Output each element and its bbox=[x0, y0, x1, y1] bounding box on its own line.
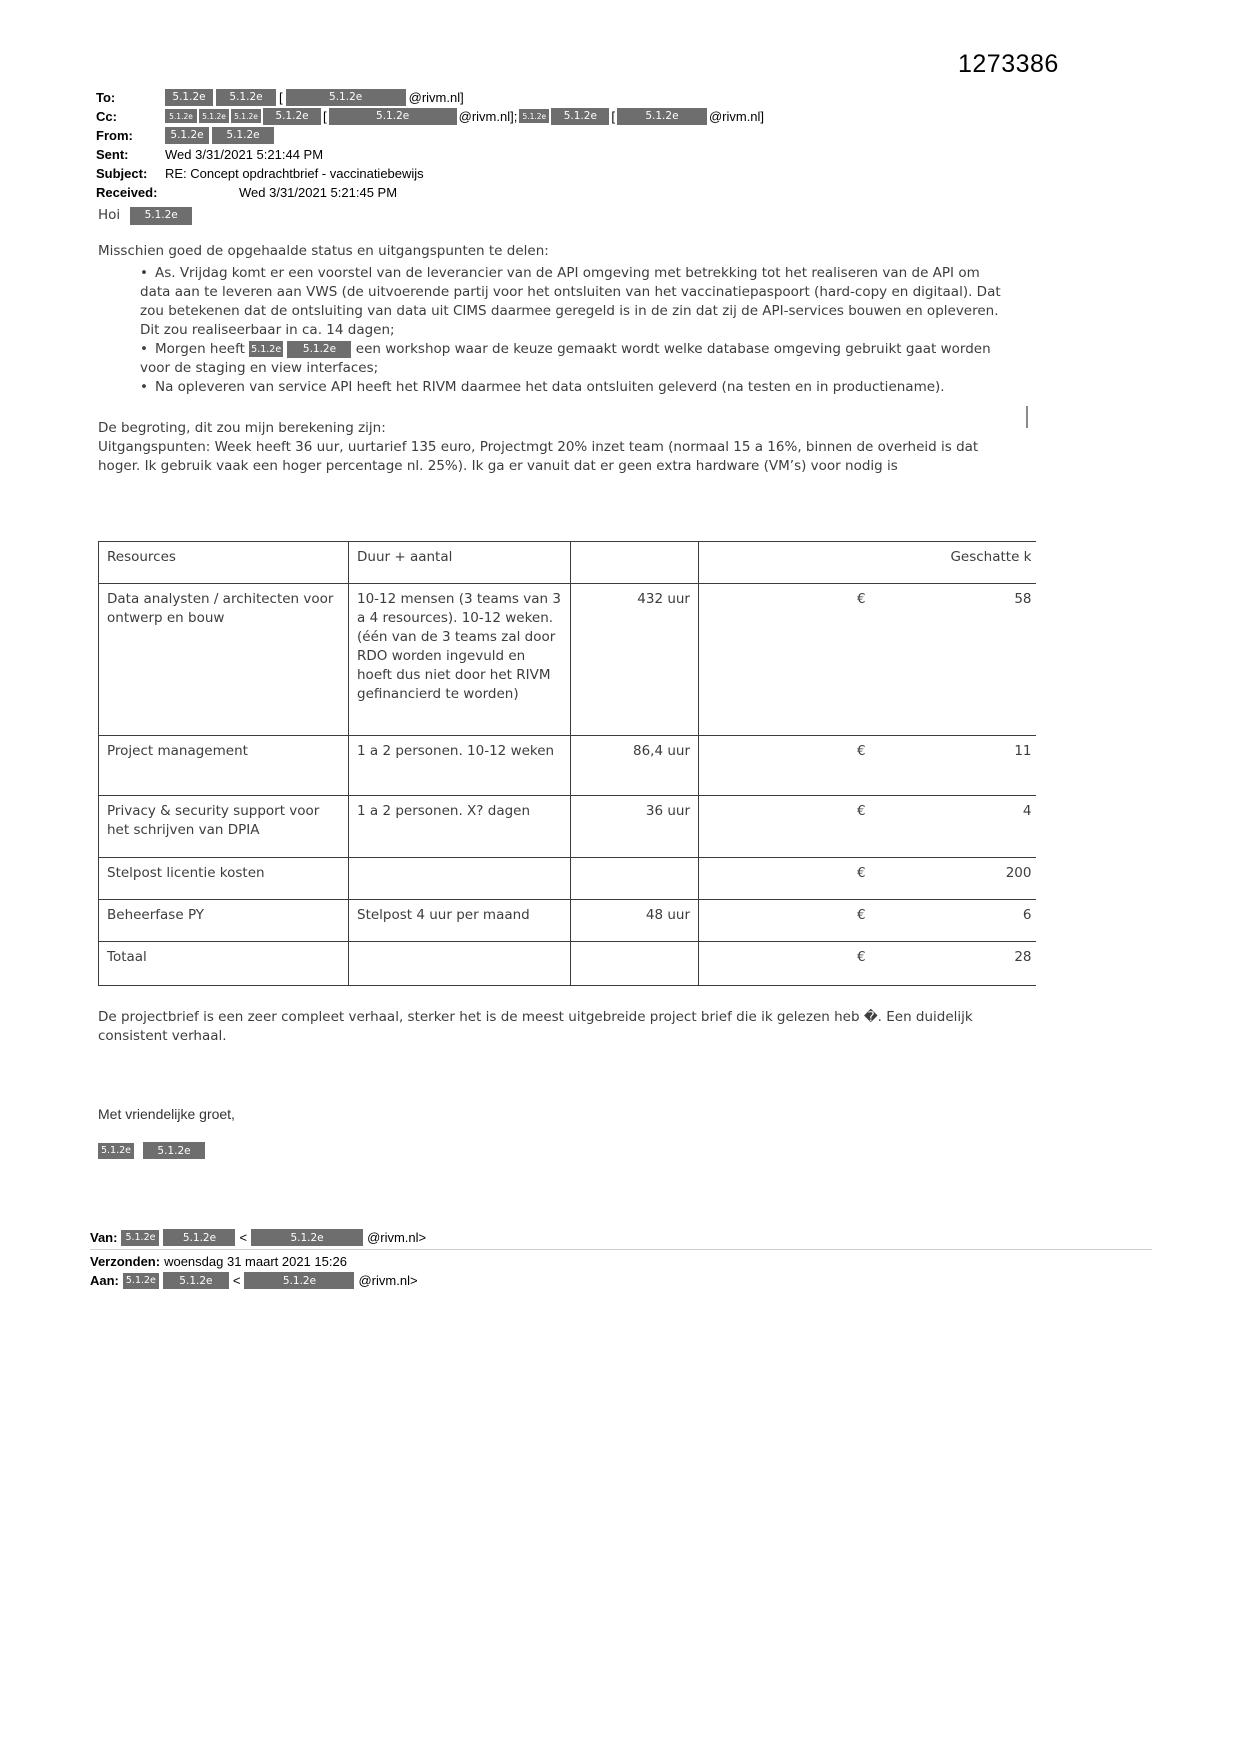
header-row-from bbox=[96, 126, 764, 144]
kosten-amount: 6 bbox=[1022, 907, 1032, 923]
redaction-box: 5.1.2e bbox=[165, 89, 213, 106]
cell-resource: Data analysten / architecten voor ontwerp en bouw bbox=[99, 584, 349, 736]
header-row-to bbox=[96, 88, 764, 106]
euro-sign: € bbox=[857, 803, 866, 819]
bracket-open: [ bbox=[611, 108, 615, 124]
cell-kosten bbox=[699, 796, 1036, 858]
table-row bbox=[99, 900, 1036, 942]
bullet2-post: een workshop waar de keuze gemaakt wordt welke database omgeving gebruikt gaat worden voor de staging en view interfaces; bbox=[140, 341, 991, 376]
redaction-box: 5.1.2e bbox=[519, 109, 549, 123]
redaction-box: 5.1.2e bbox=[130, 207, 192, 225]
cost-table bbox=[98, 541, 1036, 986]
redaction-box: 5.1.2e bbox=[165, 127, 209, 144]
cell-uren: 86,4 uur bbox=[571, 736, 699, 796]
kosten-amount: 58 bbox=[1014, 591, 1032, 607]
bracket-open: [ bbox=[323, 108, 327, 124]
kosten-amount: 200 bbox=[1005, 865, 1032, 881]
cell-resource: Beheerfase PY bbox=[99, 900, 349, 942]
redaction-box: 5.1.2e bbox=[165, 109, 197, 123]
cell-kosten bbox=[699, 858, 1036, 900]
document-number: 1273386 bbox=[958, 50, 1059, 78]
sent-label: Sent: bbox=[96, 146, 129, 162]
redaction-box: 5.1.2e bbox=[617, 108, 707, 125]
cell-duur bbox=[349, 942, 571, 986]
redaction-box: 5.1.2e bbox=[244, 1272, 354, 1289]
subject-label: Subject: bbox=[96, 165, 148, 181]
redaction-box: 5.1.2e bbox=[263, 108, 321, 125]
email-header bbox=[96, 88, 764, 202]
angle-bracket: < bbox=[239, 1230, 248, 1245]
redaction-box: 5.1.2e bbox=[551, 108, 609, 125]
cell-kosten bbox=[699, 900, 1036, 942]
budget-heading: De begroting, dit zou mijn berekening zijn: bbox=[98, 420, 386, 436]
signature-block bbox=[98, 1142, 205, 1159]
cc-domain-1: @rivm.nl]; bbox=[458, 108, 518, 124]
redaction-box: 5.1.2e bbox=[329, 108, 457, 125]
cell-uren bbox=[571, 942, 699, 986]
sent-value: Wed 3/31/2021 5:21:44 PM bbox=[165, 146, 324, 162]
redaction-box: 5.1.2e bbox=[163, 1229, 235, 1246]
redaction-box: 5.1.2e bbox=[249, 341, 283, 357]
cell-uren: 36 uur bbox=[571, 796, 699, 858]
redaction-box: 5.1.2e bbox=[287, 341, 351, 358]
bullet-item-1: • As. Vrijdag komt er een voorstel van de leverancier van de API omgeving met betrekking tot het realiseren van de API om data aan te leveren aan VWS (de uitvoerende partij voor het ontsluiten van het vaccinatiepaspoort (hard-copy en digitaal). Dat zou betekenen dat de ontsluiting van data uit CIMS daarmee geregeld is in de zin dat zij de API-services bouwen en opleveren. Dit zou realiseerbaar in ca. 14 dagen; bbox=[140, 264, 1012, 340]
redaction-box: 5.1.2e bbox=[251, 1229, 363, 1246]
angle-bracket: < bbox=[232, 1273, 241, 1288]
from-label: From: bbox=[96, 127, 133, 143]
header-resources: Resources bbox=[99, 542, 349, 584]
cc-label: Cc: bbox=[96, 108, 117, 124]
table-header-row bbox=[99, 542, 1036, 584]
kosten-amount: 11 bbox=[1014, 743, 1032, 759]
cost-table-wrap bbox=[98, 541, 1036, 986]
table-row bbox=[99, 942, 1036, 986]
cell-duur: 1 a 2 personen. 10-12 weken bbox=[349, 736, 571, 796]
cell-duur: 1 a 2 personen. X? dagen bbox=[349, 796, 571, 858]
aan-domain: @rivm.nl> bbox=[358, 1273, 418, 1288]
verzonden-value: woensdag 31 maart 2021 15:26 bbox=[164, 1254, 347, 1269]
header-duur: Duur + aantal bbox=[349, 542, 571, 584]
redaction-box: 5.1.2e bbox=[163, 1272, 229, 1289]
redaction-box: 5.1.2e bbox=[123, 1273, 159, 1289]
redaction-box: 5.1.2e bbox=[216, 89, 276, 106]
cell-uren: 48 uur bbox=[571, 900, 699, 942]
cell-duur: Stelpost 4 uur per maand bbox=[349, 900, 571, 942]
quoted-van-row bbox=[90, 1228, 1152, 1247]
greeting-text: Hoi bbox=[98, 207, 121, 223]
verzonden-label: Verzonden: bbox=[90, 1254, 161, 1269]
page-edge-artifact bbox=[1026, 406, 1028, 428]
table-row bbox=[99, 736, 1036, 796]
bullet-item-2 bbox=[140, 340, 1012, 378]
signoff-text: Met vriendelijke groet, bbox=[98, 1106, 235, 1122]
redaction-box: 5.1.2e bbox=[143, 1142, 205, 1159]
cell-kosten bbox=[699, 584, 1036, 736]
cell-duur bbox=[349, 858, 571, 900]
header-row-sent bbox=[96, 145, 764, 163]
header-row-received bbox=[96, 183, 764, 201]
assumptions-paragraph: Uitgangspunten: Week heeft 36 uur, uurtarief 135 euro, Projectmgt 20% inzet team (normaal 15 a 16%, binnen de overheid is dat hoger. Ik gebruik vaak een hoger percentage nl. 25%). Ik ga er vanuit dat er geen extra hardware (VM’s) voor nodig is bbox=[98, 439, 979, 474]
euro-sign: € bbox=[857, 907, 866, 923]
header-kosten: Geschatte k bbox=[699, 542, 1036, 584]
quoted-header bbox=[90, 1228, 1152, 1290]
email-body bbox=[98, 206, 1035, 476]
redaction-box: 5.1.2e bbox=[231, 109, 261, 123]
redaction-box: 5.1.2e bbox=[98, 1143, 134, 1159]
cc-domain-2: @rivm.nl] bbox=[708, 108, 765, 124]
received-value: Wed 3/31/2021 5:21:45 PM bbox=[239, 184, 398, 200]
to-domain: @rivm.nl] bbox=[408, 89, 464, 105]
euro-sign: € bbox=[857, 591, 866, 607]
cell-duur: 10-12 mensen (3 teams van 3 a 4 resources). 10-12 weken. (één van de 3 teams zal door RDO worden ingevuld en hoeft dus niet door het RIVM gefinancierd te worden) bbox=[349, 584, 571, 736]
header-row-subject bbox=[96, 164, 764, 182]
kosten-amount: 28 bbox=[1014, 949, 1032, 965]
table-row bbox=[99, 796, 1036, 858]
bracket-open: [ bbox=[279, 89, 283, 105]
header-uren bbox=[571, 542, 699, 584]
redaction-box: 5.1.2e bbox=[121, 1230, 159, 1246]
quoted-verzonden-row bbox=[90, 1252, 1152, 1271]
bullet-list bbox=[140, 264, 1012, 397]
euro-sign: € bbox=[857, 949, 866, 965]
subject-value: RE: Concept opdrachtbrief - vaccinatiebewijs bbox=[165, 165, 424, 181]
cell-uren bbox=[571, 858, 699, 900]
cell-resource: Project management bbox=[99, 736, 349, 796]
cell-kosten bbox=[699, 942, 1036, 986]
kosten-amount: 4 bbox=[1022, 803, 1032, 819]
to-value bbox=[165, 89, 464, 106]
divider-line bbox=[90, 1249, 1152, 1250]
redaction-box: 5.1.2e bbox=[199, 109, 229, 123]
from-value bbox=[165, 127, 274, 144]
van-domain: @rivm.nl> bbox=[367, 1230, 427, 1245]
redaction-box: 5.1.2e bbox=[212, 127, 274, 144]
closing-paragraph: De projectbrief is een zeer compleet verhaal, sterker het is de meest uitgebreide project brief die ik gelezen heb �. Een duidelijk consistent verhaal. bbox=[98, 1009, 973, 1044]
euro-sign: € bbox=[857, 743, 866, 759]
quoted-aan-row bbox=[90, 1271, 1152, 1290]
bullet-item-3: • Na opleveren van service API heeft het RIVM daarmee het data ontsluiten geleverd (na testen en in productiename). bbox=[140, 378, 1012, 397]
van-label: Van: bbox=[90, 1230, 118, 1245]
header-row-cc bbox=[96, 107, 764, 125]
cell-uren: 432 uur bbox=[571, 584, 699, 736]
cell-kosten bbox=[699, 736, 1036, 796]
greeting-line bbox=[98, 206, 1035, 225]
intro-paragraph: Misschien goed de opgehaalde status en uitgangspunten te delen: bbox=[98, 243, 549, 259]
cc-value bbox=[165, 108, 764, 125]
to-label: To: bbox=[96, 89, 116, 105]
cell-resource: Totaal bbox=[99, 942, 349, 986]
received-label: Received: bbox=[96, 184, 158, 200]
table-row bbox=[99, 858, 1036, 900]
aan-label: Aan: bbox=[90, 1273, 119, 1288]
euro-sign: € bbox=[857, 865, 866, 881]
redaction-box: 5.1.2e bbox=[286, 89, 406, 106]
cell-resource: Stelpost licentie kosten bbox=[99, 858, 349, 900]
cell-resource: Privacy & security support voor het schrijven van DPIA bbox=[99, 796, 349, 858]
table-row bbox=[99, 584, 1036, 736]
bullet2-pre: Morgen heeft bbox=[154, 341, 245, 357]
